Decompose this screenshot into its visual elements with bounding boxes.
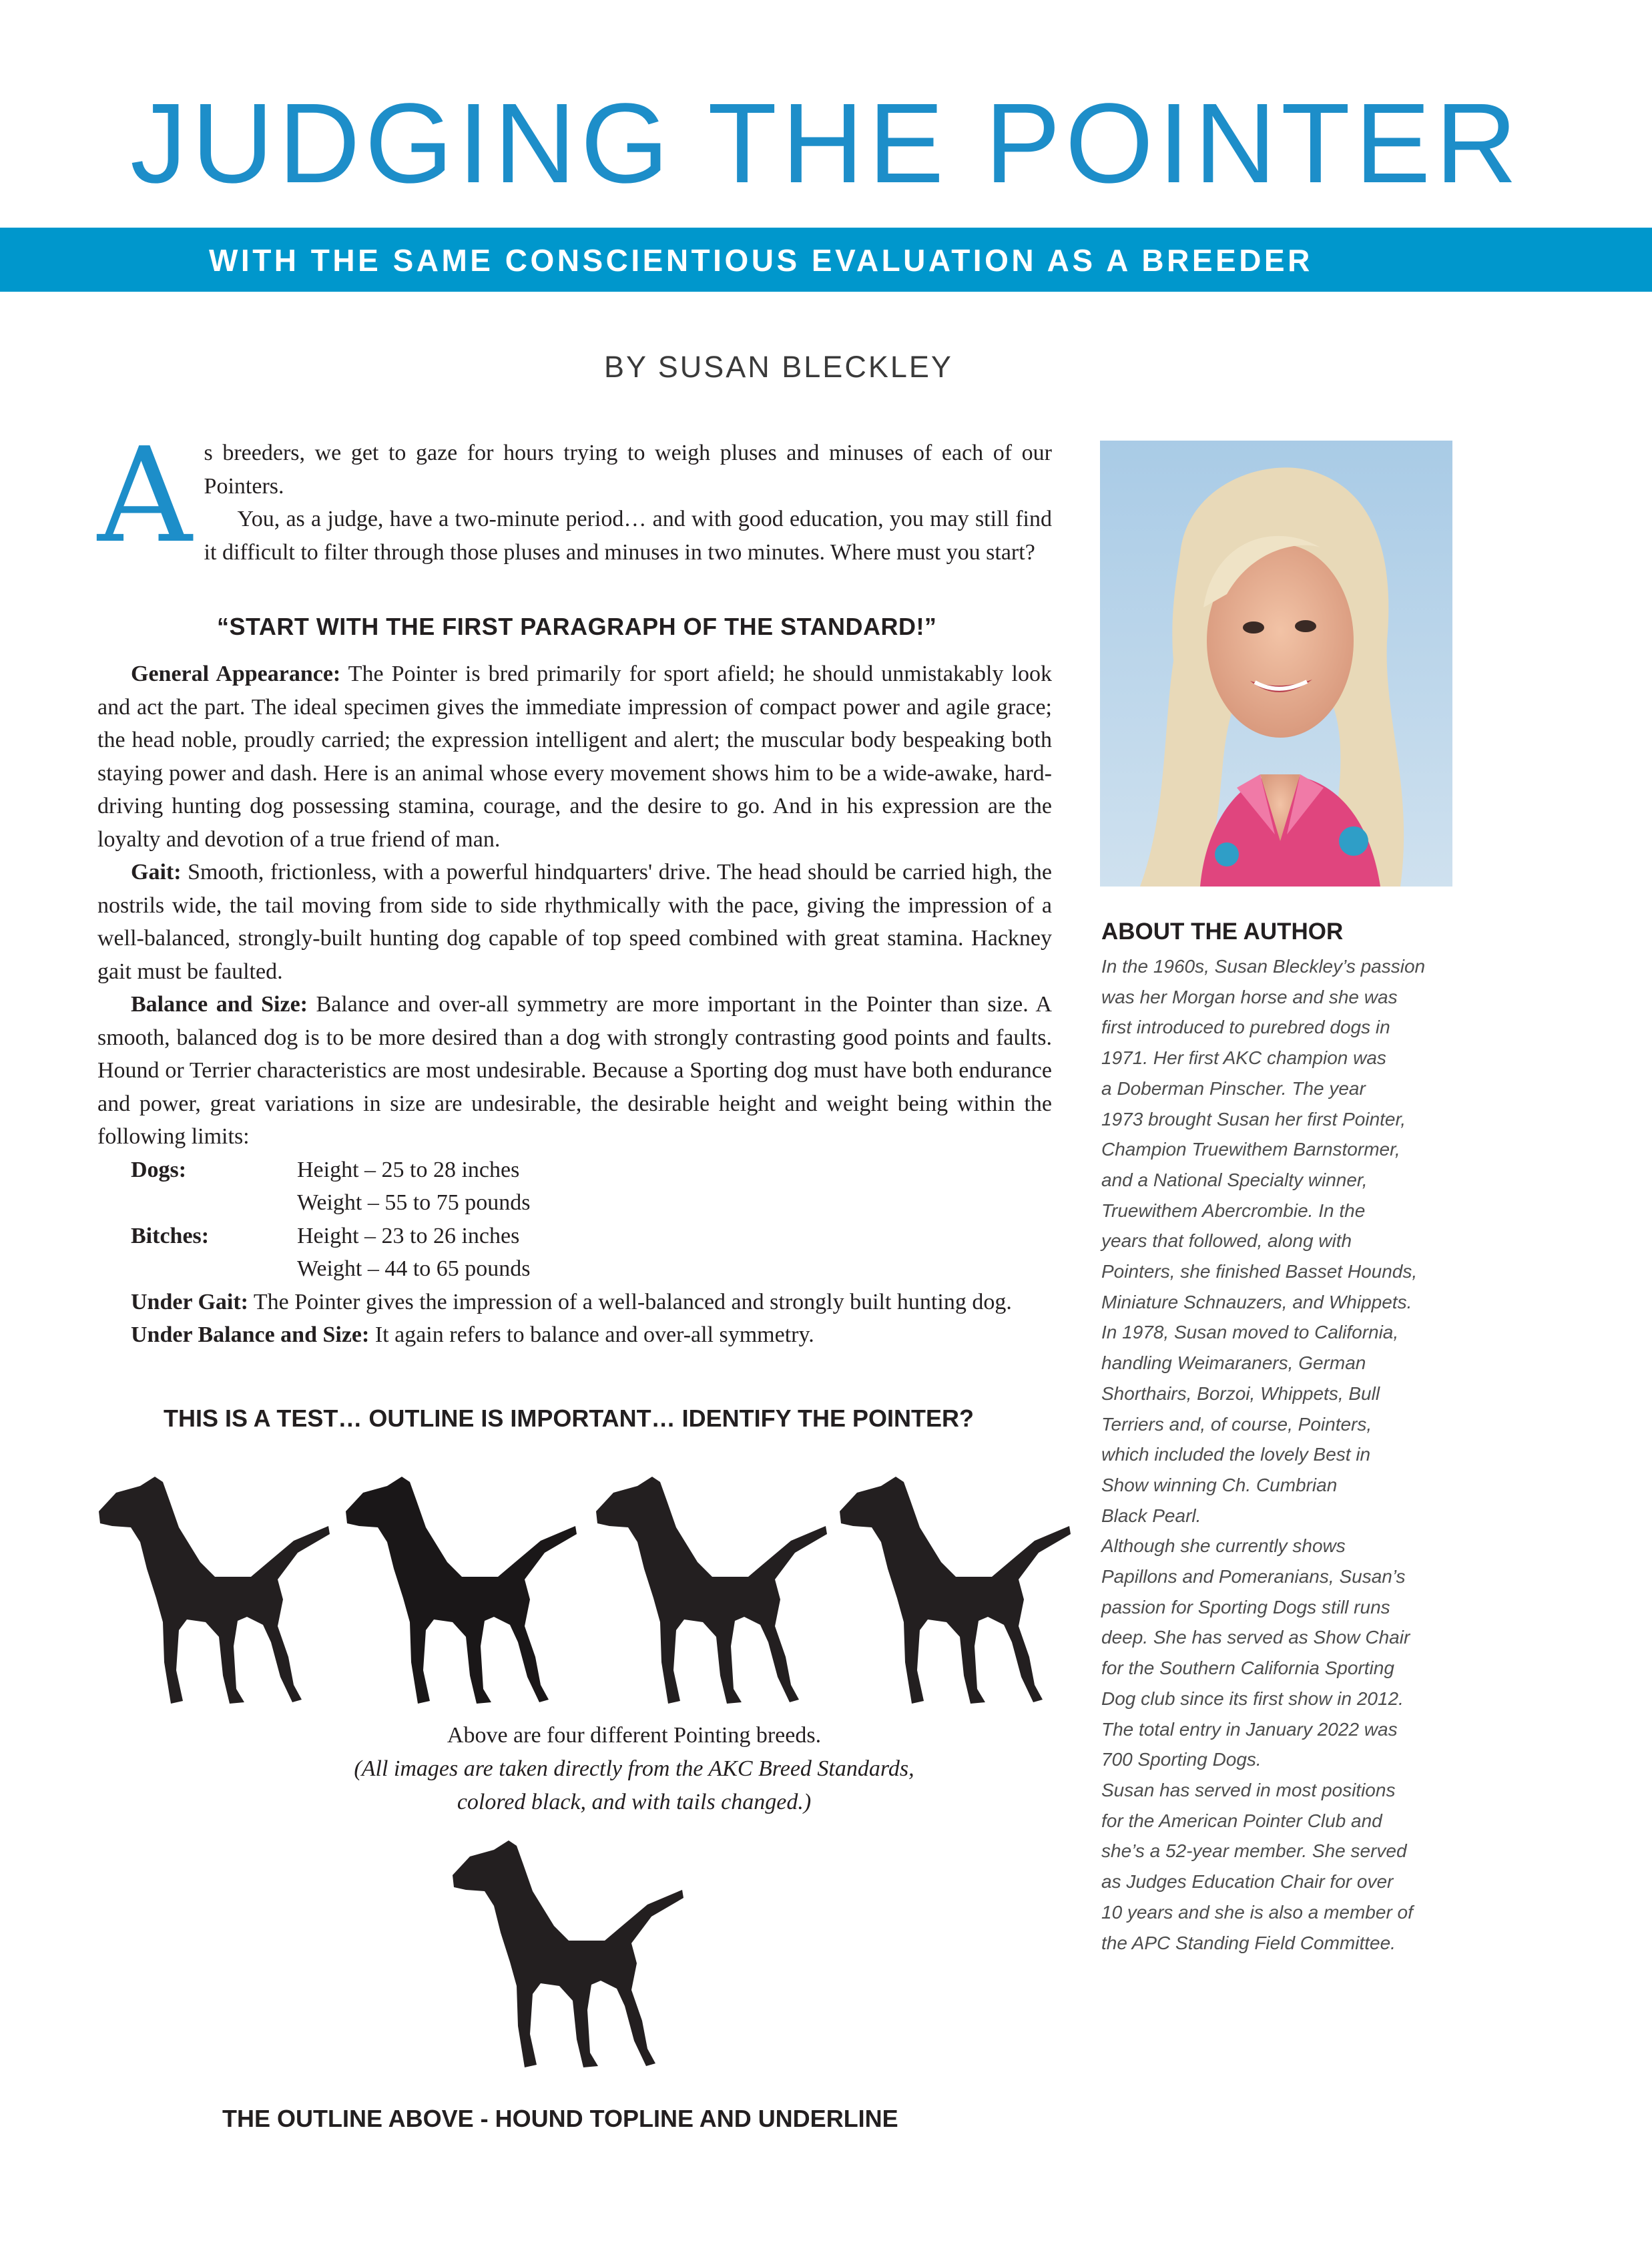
drop-cap: A [97, 420, 192, 572]
byline: BY SUSAN BLECKLEY [604, 350, 953, 384]
about-author-line: for the American Pointer Club and [1101, 1810, 1382, 1831]
about-author-line: passion for Sporting Dogs still runs [1101, 1596, 1390, 1617]
general-appearance-label: General Appearance: [131, 662, 341, 686]
intro-paragraph-2: You, as a judge, have a two-minute period… and with good education, you may still find it difficult to filter through those pluses and minuses in two minutes. Where must you start? [204, 507, 1052, 565]
under-balance-paragraph [97, 1318, 1052, 1352]
pointer-dog-silhouette-icon [591, 1462, 831, 1729]
limits-row [97, 1154, 1052, 1187]
about-author-line: a Doberman Pinscher. The year [1101, 1077, 1366, 1099]
pointer-dog-silhouette-icon [834, 1462, 1075, 1729]
about-author-line: 1973 brought Susan her first Pointer, [1101, 1108, 1406, 1130]
dogs-caption [200, 1719, 1068, 1819]
about-author-line: years that followed, along with [1101, 1230, 1352, 1252]
limits-label: Dogs: [131, 1157, 187, 1182]
page-title: JUDGING THE POINTER [130, 80, 1523, 207]
under-gait-paragraph [97, 1286, 1052, 1319]
pointer-dog-silhouette-icon [340, 1462, 581, 1729]
caption-line-3: colored black, and with tails changed.) [457, 1790, 812, 1814]
limits-value: Weight – 44 to 65 pounds [297, 1256, 531, 1281]
about-author-line: In 1978, Susan moved to California, [1101, 1322, 1399, 1343]
about-author-line: Papillons and Pomeranians, Susan’s [1101, 1566, 1406, 1587]
about-author-line: 10 years and she is also a member of [1101, 1901, 1413, 1923]
about-author-line: Although she currently shows [1101, 1535, 1346, 1557]
balance-label: Balance and Size: [131, 992, 308, 1017]
subtitle-banner [0, 228, 1652, 292]
about-author-line: Black Pearl. [1101, 1505, 1201, 1526]
about-author-line: Miniature Schnauzers, and Whippets. [1101, 1291, 1412, 1312]
size-limits-table [97, 1154, 1052, 1286]
gait-text: Smooth, frictionless, with a powerful hindquarters' drive. The head should be carried high, the nostrils wide, the tail moving from side to side rhythmically with the pace, giving the impression of a well-balanced, strongly-built hunting dog capable of top speed combined with great stamina. Hackney gait must be faulted. [97, 860, 1052, 984]
outline-caption: THE OUTLINE ABOVE - HOUND TOPLINE AND UNDERLINE [222, 2105, 898, 2132]
about-author-line: Dog club since its first show in 2012. [1101, 1688, 1404, 1709]
about-author-line: Champion Truewithem Barnstormer, [1101, 1139, 1400, 1160]
about-author-line: she’s a 52-year member. She served [1101, 1840, 1407, 1862]
caption-line-2: (All images are taken directly from the AKC Breed Standards, [354, 1756, 914, 1781]
about-author-line: Show winning Ch. Cumbrian [1101, 1474, 1338, 1495]
limits-value: Height – 23 to 26 inches [297, 1223, 520, 1248]
limits-value: Weight – 55 to 75 pounds [297, 1190, 531, 1215]
about-author-heading: ABOUT THE AUTHOR [1101, 919, 1344, 945]
about-author-line: 1971. Her first AKC champion was [1101, 1047, 1386, 1069]
limits-value: Height – 25 to 28 inches [297, 1157, 520, 1182]
pointer-dog-silhouette-icon [93, 1462, 334, 1729]
test-heading: THIS IS A TEST… OUTLINE IS IMPORTANT… IDENTIFY THE POINTER? [164, 1405, 975, 1432]
under-balance-text: It again refers to balance and over-all symmetry. [369, 1322, 814, 1347]
about-author-line: Terriers and, of course, Pointers, [1101, 1413, 1372, 1435]
limits-row [97, 1252, 1052, 1286]
about-author-bio [1101, 951, 1462, 1958]
balance-paragraph [97, 988, 1052, 1154]
dog-silhouettes-row [93, 1462, 1095, 1742]
general-appearance-paragraph [97, 658, 1052, 856]
about-author-line: In the 1960s, Susan Bleckley’s passion [1101, 956, 1426, 977]
limits-row [97, 1186, 1052, 1220]
under-balance-label: Under Balance and Size: [131, 1322, 370, 1347]
general-appearance-text: The Pointer is bred primarily for sport afield; he should unmistakably look and act the part. The ideal specimen gives the immediate impression of compact power and agile grace; the head noble, proudly carried; the expression intelligent and alert; the muscular body bespeaking both staying power and dash. Here is an animal whose every movement shows him to be a wide-awake, hard-driving hunting dog possessing stamina, courage, and the desire to go. And in his expression are the loyalty and devotion of a true friend of man. [97, 662, 1052, 852]
hound-outline-dog-silhouette-icon [374, 1826, 761, 2093]
under-gait-text: The Pointer gives the impression of a well-balanced and strongly built hunting dog. [248, 1289, 1012, 1314]
subtitle-text: WITH THE SAME CONSCIENTIOUS EVALUATION AS A BREEDER [209, 243, 1313, 278]
standard-section [97, 658, 1052, 1352]
limits-label [97, 1186, 297, 1220]
about-author-line: which included the lovely Best in [1101, 1444, 1371, 1465]
about-author-line: the APC Standing Field Committee. [1101, 1932, 1396, 1953]
about-author-line: for the Southern California Sporting [1101, 1658, 1394, 1679]
about-author-line: Shorthairs, Borzoi, Whippets, Bull [1101, 1383, 1380, 1404]
about-author-line: Pointers, she finished Basset Hounds, [1101, 1261, 1418, 1282]
intro-section [97, 420, 1052, 572]
about-author-line: handling Weimaraners, German [1101, 1352, 1366, 1374]
limits-label: Bitches: [131, 1223, 210, 1248]
about-author-line: 700 Sporting Dogs. [1101, 1749, 1262, 1770]
about-author-line: deep. She has served as Show Chair [1101, 1627, 1410, 1648]
balance-text: Balance and over-all symmetry are more important in the Pointer than size. A smooth, balanced dog is to be more desired than a dog with strongly contrasting good points and faults. Hound or Terrier characteristics are most undesirable. Because a Sporting dog must have both endurance and power, great variations in size are undesirable, the desirable height and weight being within the following limits: [97, 992, 1052, 1149]
caption-line-1: Above are four different Pointing breeds. [447, 1723, 822, 1748]
about-author-line: Truewithem Abercrombie. In the [1101, 1200, 1366, 1221]
under-gait-label: Under Gait: [131, 1289, 248, 1314]
limits-row [97, 1220, 1052, 1253]
author-photo [1100, 441, 1452, 887]
gait-paragraph [97, 856, 1052, 988]
gait-label: Gait: [131, 860, 182, 885]
limits-label [97, 1252, 297, 1286]
about-author-line: was her Morgan horse and she was [1101, 986, 1398, 1007]
about-author-line: The total entry in January 2022 was [1101, 1718, 1398, 1740]
about-author-line: and a National Specialty winner, [1101, 1169, 1368, 1190]
about-author-line: as Judges Education Chair for over [1101, 1871, 1394, 1893]
pull-quote: “START WITH THE FIRST PARAGRAPH OF THE STANDARD!” [217, 613, 937, 640]
about-author-line: Susan has served in most positions [1101, 1779, 1396, 1800]
intro-paragraph-1: s breeders, we get to gaze for hours trying to weigh pluses and minuses of each of our Pointers. [204, 441, 1052, 499]
about-author-line: first introduced to purebred dogs in [1101, 1017, 1390, 1038]
